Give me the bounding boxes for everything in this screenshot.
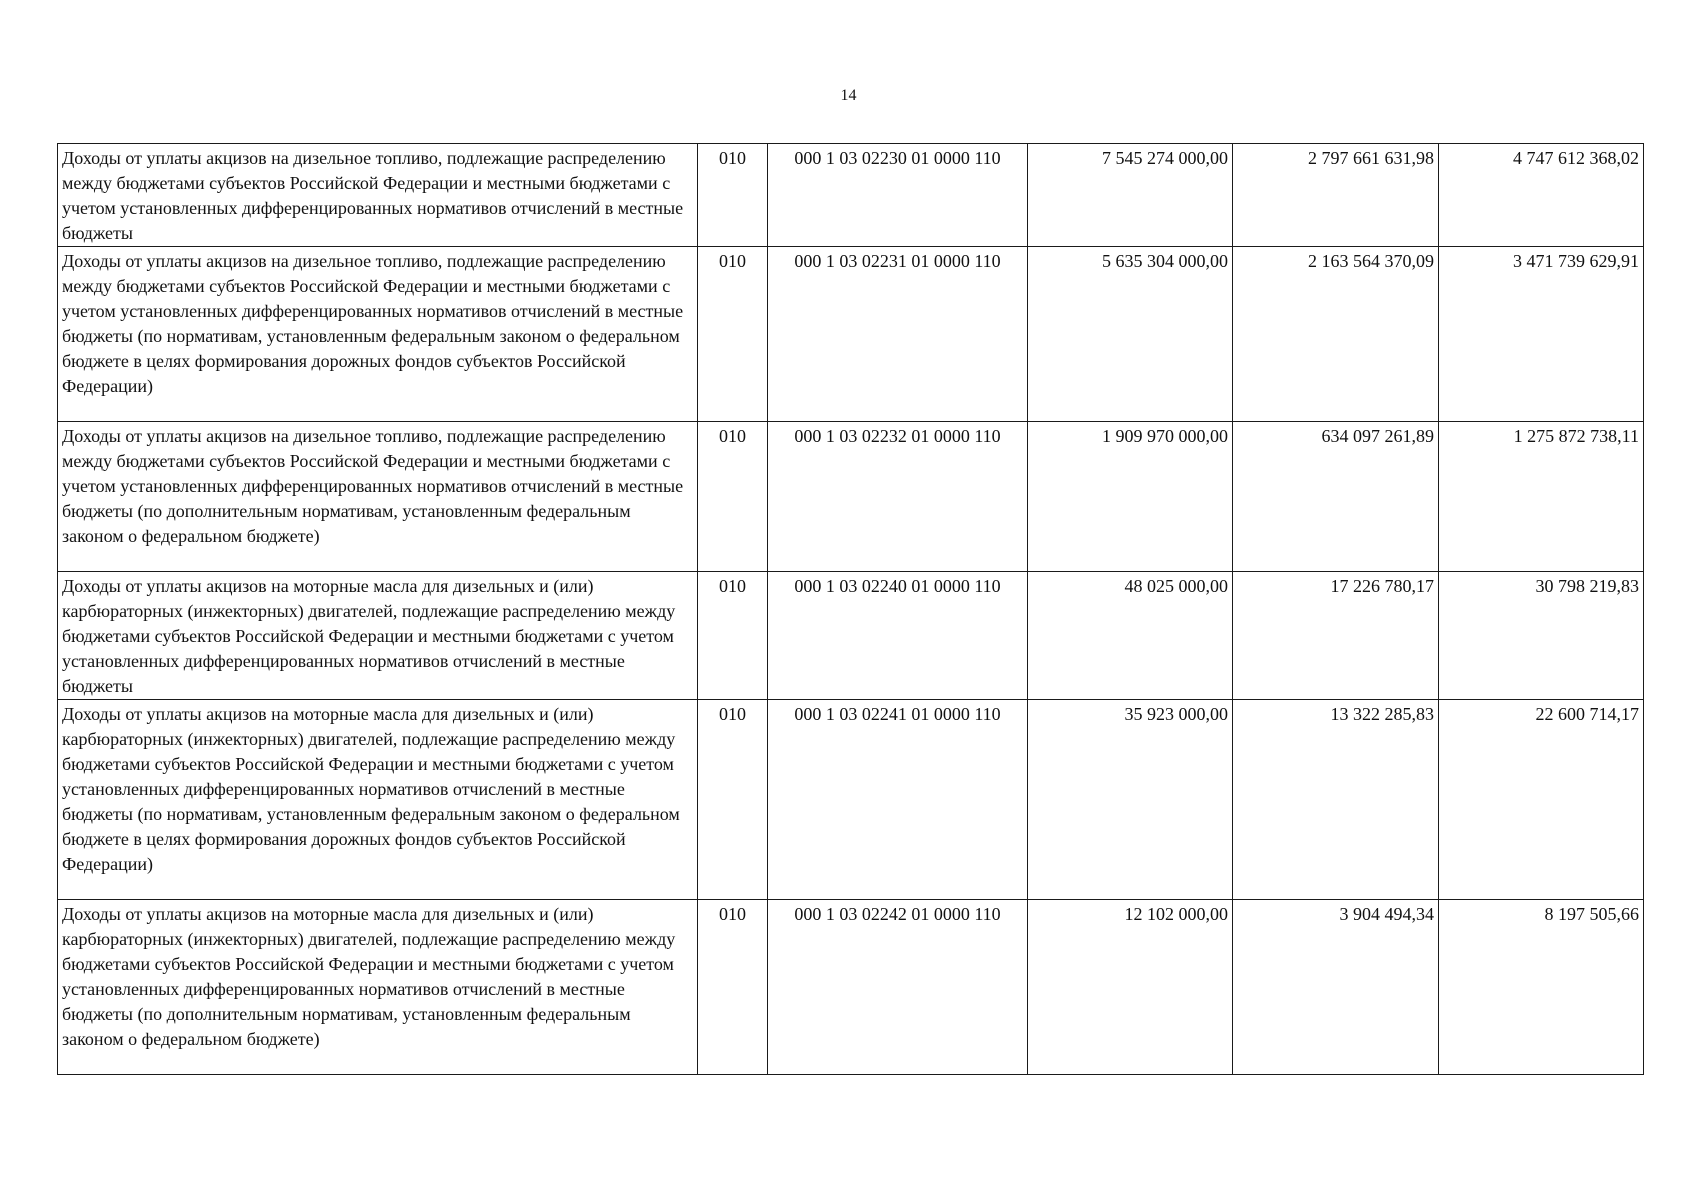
approved-amount: 5 635 304 000,00 xyxy=(1028,247,1233,422)
budget-classification-code: 000 1 03 02240 01 0000 110 xyxy=(768,572,1028,700)
table-row xyxy=(58,900,1644,1075)
unexecuted-amount: 1 275 872 738,11 xyxy=(1439,422,1644,572)
table-row xyxy=(58,572,1644,700)
income-description: Доходы от уплаты акцизов на моторные масла для дизельных и (или) карбюраторных (инжекторных) двигателей, подлежащие распределению между бюджетами субъектов Российской Федерации и местными бюджетами с учетом установленных дифференцированных нормативов отчислений в местные бюджеты (по дополнительным нормативам, установленным федеральным законом о федеральном бюджете) xyxy=(58,900,698,1075)
page-number: 14 xyxy=(840,87,857,104)
unexecuted-amount: 3 471 739 629,91 xyxy=(1439,247,1644,422)
budget-income-table xyxy=(57,143,1644,1075)
approved-amount: 7 545 274 000,00 xyxy=(1028,144,1233,247)
unexecuted-amount: 30 798 219,83 xyxy=(1439,572,1644,700)
budget-classification-code: 000 1 03 02242 01 0000 110 xyxy=(768,900,1028,1075)
approved-amount: 35 923 000,00 xyxy=(1028,700,1233,900)
line-code: 010 xyxy=(698,572,768,700)
line-code: 010 xyxy=(698,422,768,572)
unexecuted-amount: 4 747 612 368,02 xyxy=(1439,144,1644,247)
executed-amount: 2 163 564 370,09 xyxy=(1233,247,1439,422)
line-code: 010 xyxy=(698,144,768,247)
income-description: Доходы от уплаты акцизов на дизельное топливо, подлежащие распределению между бюджетами субъектов Российской Федерации и местными бюджетами с учетом установленных дифференцированных нормативов отчислений в местные бюджеты xyxy=(58,144,698,247)
income-description: Доходы от уплаты акцизов на дизельное топливо, подлежащие распределению между бюджетами субъектов Российской Федерации и местными бюджетами с учетом установленных дифференцированных нормативов отчислений в местные бюджеты (по нормативам, установленным федеральным законом о федеральном бюджете в целях формирования дорожных фондов субъектов Российской Федерации) xyxy=(58,247,698,422)
unexecuted-amount: 8 197 505,66 xyxy=(1439,900,1644,1075)
table-row xyxy=(58,247,1644,422)
income-description: Доходы от уплаты акцизов на моторные масла для дизельных и (или) карбюраторных (инжекторных) двигателей, подлежащие распределению между бюджетами субъектов Российской Федерации и местными бюджетами с учетом установленных дифференцированных нормативов отчислений в местные бюджеты (по нормативам, установленным федеральным законом о федеральном бюджете в целях формирования дорожных фондов субъектов Российской Федерации) xyxy=(58,700,698,900)
unexecuted-amount: 22 600 714,17 xyxy=(1439,700,1644,900)
line-code: 010 xyxy=(698,700,768,900)
line-code: 010 xyxy=(698,247,768,422)
budget-classification-code: 000 1 03 02230 01 0000 110 xyxy=(768,144,1028,247)
table-row xyxy=(58,144,1644,247)
approved-amount: 1 909 970 000,00 xyxy=(1028,422,1233,572)
approved-amount: 12 102 000,00 xyxy=(1028,900,1233,1075)
approved-amount: 48 025 000,00 xyxy=(1028,572,1233,700)
executed-amount: 3 904 494,34 xyxy=(1233,900,1439,1075)
income-description: Доходы от уплаты акцизов на моторные масла для дизельных и (или) карбюраторных (инжекторных) двигателей, подлежащие распределению между бюджетами субъектов Российской Федерации и местными бюджетами с учетом установленных дифференцированных нормативов отчислений в местные бюджеты xyxy=(58,572,698,700)
executed-amount: 17 226 780,17 xyxy=(1233,572,1439,700)
budget-classification-code: 000 1 03 02231 01 0000 110 xyxy=(768,247,1028,422)
executed-amount: 13 322 285,83 xyxy=(1233,700,1439,900)
executed-amount: 2 797 661 631,98 xyxy=(1233,144,1439,247)
budget-classification-code: 000 1 03 02232 01 0000 110 xyxy=(768,422,1028,572)
income-description: Доходы от уплаты акцизов на дизельное топливо, подлежащие распределению между бюджетами субъектов Российской Федерации и местными бюджетами с учетом установленных дифференцированных нормативов отчислений в местные бюджеты (по дополнительным нормативам, установленным федеральным законом о федеральном бюджете) xyxy=(58,422,698,572)
table-row xyxy=(58,422,1644,572)
budget-classification-code: 000 1 03 02241 01 0000 110 xyxy=(768,700,1028,900)
table-row xyxy=(58,700,1644,900)
executed-amount: 634 097 261,89 xyxy=(1233,422,1439,572)
line-code: 010 xyxy=(698,900,768,1075)
